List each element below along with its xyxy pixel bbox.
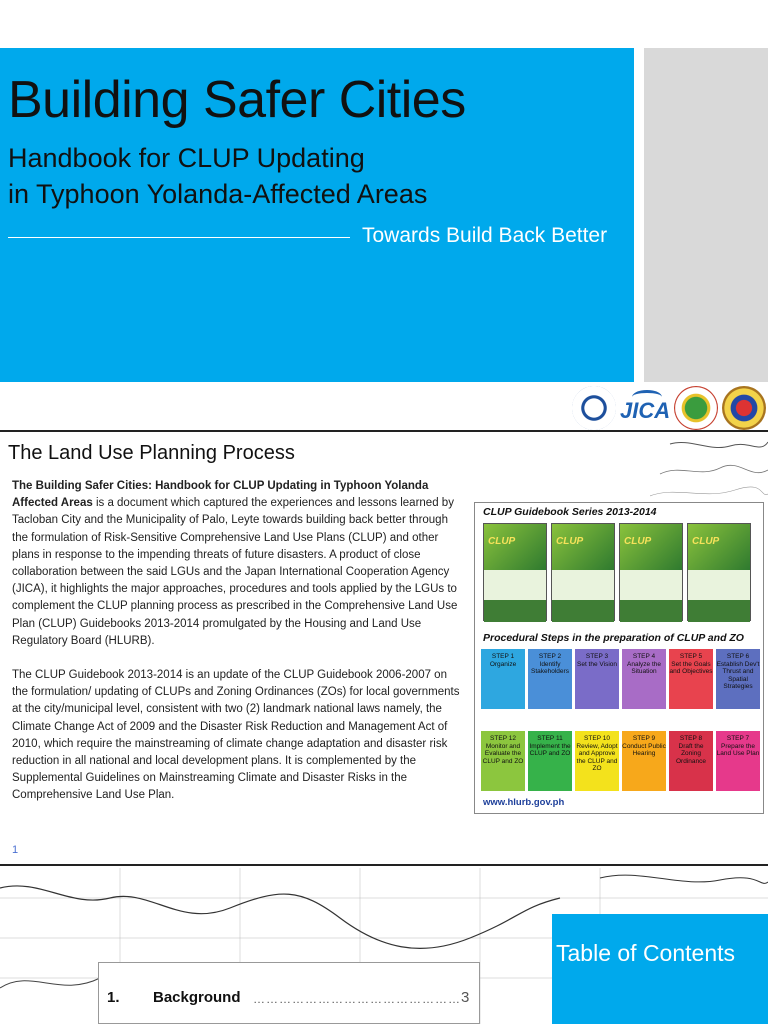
procedure-step: [622, 731, 666, 791]
guidebook-cover-word: CLUP: [556, 536, 584, 547]
procedure-step-label: Set the Vision: [577, 661, 617, 669]
guidebook-cover-4: [687, 523, 751, 621]
hlurb-seal-icon: [572, 386, 616, 430]
paragraph-1: [12, 478, 464, 650]
procedure-step-number: STEP 2: [538, 653, 562, 660]
partner-logos: [572, 386, 768, 430]
procedure-step: [528, 649, 572, 709]
guidebook-series-title: CLUP Guidebook Series 2013-2014: [483, 506, 657, 518]
clup-guidebook-figure: [474, 502, 764, 814]
cover-subtitle-line2: in Typhoon Yolanda-Affected Areas: [8, 179, 428, 209]
procedure-step-number: STEP 11: [537, 735, 563, 742]
procedure-step: [716, 649, 760, 709]
paragraph-1-bold: The Building Safer Cities: Handbook for CLUP Updating in Typhoon Yolanda Affected Areas: [12, 480, 429, 510]
procedure-step-label: Set the Goals and Objectives: [669, 661, 713, 676]
procedure-step-label: Conduct Public Hearing: [622, 743, 666, 758]
procedure-step-label: Draft the Zoning Ordinance: [676, 743, 706, 765]
procedure-step-label: Organize: [489, 661, 517, 669]
procedure-step-label: Analyze the Situation: [627, 661, 661, 676]
toc-item-page: 3: [461, 989, 470, 1006]
paragraph-1-rest: is a document which captured the experiences and lessons learned by Tacloban City and the Municipality of Palo, Leyte towards building back better through the formulation of Risk-Sensitive Comprehensive Land Use Plans (CLUP) and other plans in response to the impending threats of future disasters. A product of close collaboration between the said LGUs and the Japan International Cooperation Agency (JICA), it highlights the major approaches, procedures and tools applied by the LGUs to complement the CLUP planning process as prescribed in the Comprehensive Land Use Plan (CLUP) Guidebooks 2013-2014 promulgated by the Housing and Land Use Regulatory Board (HLURB).: [12, 497, 458, 647]
procedure-step: [669, 731, 713, 791]
toc-title-panel: [552, 914, 768, 1024]
procedure-step-number: STEP 10: [584, 735, 610, 742]
hlurb-url: www.hlurb.gov.ph: [483, 797, 565, 808]
procedure-step-number: STEP 5: [679, 653, 703, 660]
jica-logo-icon: [618, 386, 671, 430]
page-number: 1: [12, 844, 19, 856]
guidebook-cover-word: CLUP: [624, 536, 652, 547]
toc-item-number: 1.: [107, 989, 120, 1006]
toc-page: [98, 962, 480, 1024]
procedure-step-label: Establish Dev't Thrust and Spatial Strategies: [716, 661, 760, 690]
guidebook-cover-word: CLUP: [488, 536, 516, 547]
procedure-step-label: Implement the CLUP and ZO: [529, 743, 571, 758]
procedure-step: [716, 731, 760, 791]
procedure-step-number: STEP 7: [726, 735, 750, 742]
cover-gray-panel: [644, 48, 768, 382]
toc-slide: [0, 868, 768, 1024]
procedure-step-label: Monitor and Evaluate the CLUP and ZO: [482, 743, 524, 765]
procedure-step: [669, 649, 713, 709]
guidebook-cover-3: [619, 523, 683, 621]
procedure-step-number: STEP 4: [632, 653, 656, 660]
guidebook-cover-1: [483, 523, 547, 621]
cover-slide: [0, 0, 768, 432]
toc-item-leader: …………………………………………: [253, 992, 461, 1006]
cover-title: Building Safer Cities: [8, 71, 466, 129]
procedure-step: [575, 649, 619, 709]
cover-subtitle: [8, 140, 427, 212]
land-use-slide: [0, 434, 768, 866]
procedure-step: [481, 649, 525, 709]
toc-item-label[interactable]: Background: [153, 989, 241, 1006]
guidebook-cover-word: CLUP: [692, 536, 720, 547]
guidebook-covers: [483, 523, 755, 621]
procedure-step-number: STEP 9: [632, 735, 656, 742]
guidebook-cover-2: [551, 523, 615, 621]
body-text: [12, 478, 464, 822]
paragraph-2: The CLUP Guidebook 2013-2014 is an update of the CLUP Guidebook 2006-2007 on the formulation/ updating of CLUPs and Zoning Ordinances (ZOs) for local governments at the city/municipal level, consistent with two (2) landmark national laws namely, the Climate Change Act of 2009 and the Disaster Risk Reduction and Management Act of 2010, which require the mainstreaming of climate change adaptation and disaster risk reduction in all national and local development plans. It is complemented by the Supplemental Guidelines on Mainstreaming Climate and Disaster Risks in the Comprehensive Land Use Plan.: [12, 669, 460, 802]
procedure-step-label: Identify Stakeholders: [531, 661, 569, 676]
procedure-step-number: STEP 12: [490, 735, 516, 742]
procedure-step: [481, 731, 525, 791]
section-heading: The Land Use Planning Process: [8, 442, 295, 464]
cover-tagline: Towards Build Back Better: [362, 224, 608, 247]
map-fragment-icon: [650, 434, 768, 504]
toc-title: Table of Contents: [556, 940, 736, 966]
procedure-step-number: STEP 1: [491, 653, 515, 660]
procedure-step-number: STEP 6: [726, 653, 750, 660]
procedure-step-label: Prepare the Land Use Plan: [716, 743, 760, 758]
procedure-step-number: STEP 8: [679, 735, 703, 742]
cover-divider: [8, 237, 350, 238]
procedure-title: Procedural Steps in the preparation of CLUP and ZO: [483, 632, 744, 644]
procedure-step-label: Review, Adopt and Approve the CLUP and ZO: [576, 743, 618, 772]
cover-subtitle-line1: Handbook for CLUP Updating: [8, 143, 365, 173]
procedure-step: [528, 731, 572, 791]
procedure-step: [622, 649, 666, 709]
procedure-step: [575, 731, 619, 791]
procedure-step-number: STEP 3: [585, 653, 609, 660]
jica-logo-text: JICA: [620, 398, 671, 423]
tacloban-seal-icon: [674, 386, 718, 430]
palo-seal-icon: [722, 386, 766, 430]
